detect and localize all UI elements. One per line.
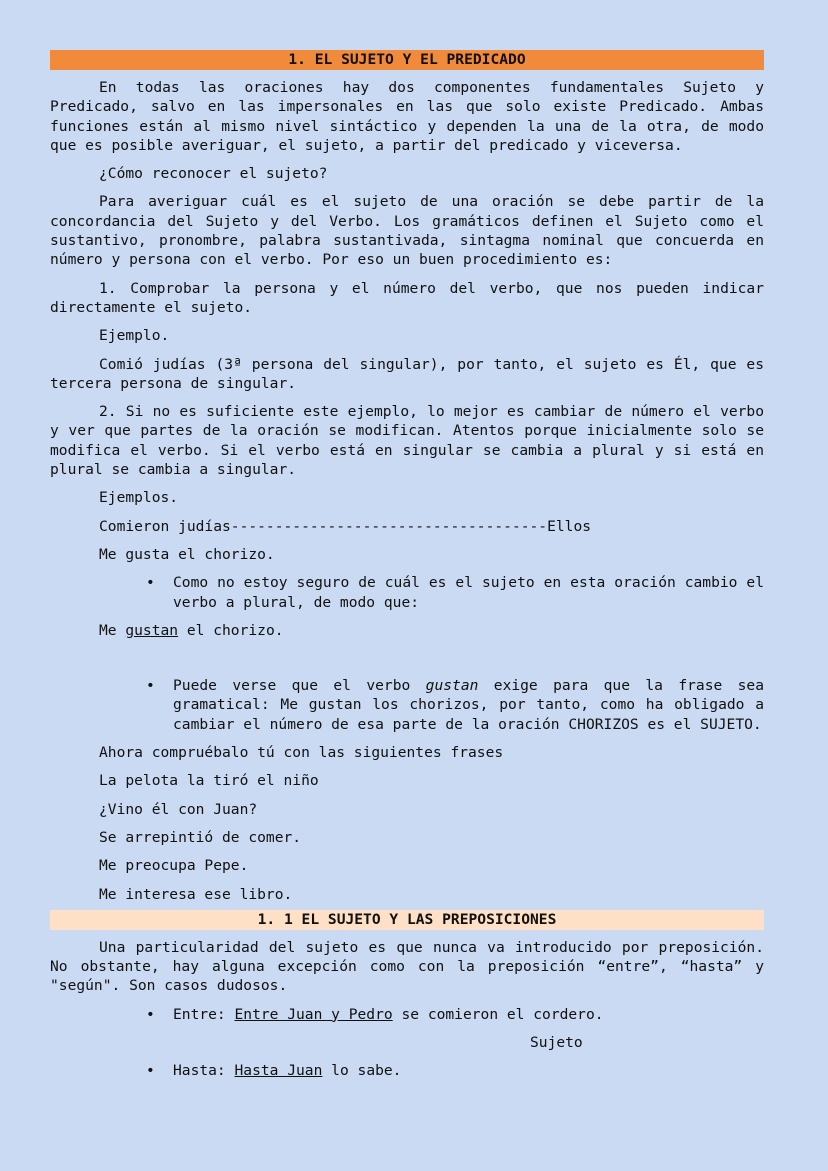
underlined-verb: gustan <box>125 621 179 639</box>
step-1-paragraph: 1. Comprobar la persona y el número del verbo, que nos pueden indicar directamente el sujeto. <box>50 279 764 316</box>
practice-intro: Ahora compruébalo tú con las siguientes frases <box>99 744 504 762</box>
bullet-icon: • <box>146 1005 155 1023</box>
practice-sentence: Se arrepintió de comer. <box>99 828 302 846</box>
bullet-text: Puede verse que el verbo gustan exige para que la frase sea gramatical: Me gustan los chorizos, por tanto, como ha obligado a cambiar el número de esa parte de la oración CHORIZOS es el SUJETO. <box>173 677 765 733</box>
example-text: Me <box>99 621 126 639</box>
examples-label: Ejemplos. <box>99 489 179 507</box>
bullet-item <box>146 573 764 612</box>
intro-paragraph: En todas las oraciones hay dos componentes fundamentales Sujeto y Predicado, salvo en las impersonales en las que solo existe Predicado. Ambas funciones están al mismo nivel sintáctico y dependen la una de la otra, de modo que es posible averiguar, el sujeto, a partir del predicado y viceversa. <box>50 79 764 154</box>
bullet-list <box>50 676 764 734</box>
subsection-heading: 1. 1 EL SUJETO Y LAS PREPOSICIONES <box>50 910 764 930</box>
step-2-paragraph: 2. Si no es suficiente este ejemplo, lo mejor es cambiar de número el verbo y ver que partes de la oración se modifican. Atentos porque inicialmente solo se modifica el verbo. Si el verbo está en singular se cambia a plural y si está en plural se cambia a singular. <box>50 403 764 479</box>
spacer <box>50 649 764 676</box>
italic-verb: gustan <box>425 677 479 695</box>
underlined-subject: Entre Juan y Pedro <box>234 1005 393 1023</box>
practice-sentence: ¿Vino él con Juan? <box>99 800 258 818</box>
definition-paragraph: Para averiguar cuál es el sujeto de una oración se debe partir de la concordancia del Sujeto y del Verbo. Los gramáticos definen el Sujeto como el sustantivo, pronombre, palabra sustantivada, sintagma nominal que concuerda en número y persona con el verbo. Por eso un buen procedimiento es: <box>50 193 764 269</box>
example-label: Ejemplo. <box>99 327 170 345</box>
sujeto-annotation: Sujeto <box>530 1033 583 1051</box>
example-gustan <box>50 621 764 640</box>
bullet-list <box>50 573 764 612</box>
document-content <box>50 50 764 1090</box>
bullet-item-entre <box>146 1005 764 1024</box>
prepositions-paragraph: Una particularidad del sujeto es que nunca va introducido por preposición. No obstante, hay alguna excepción como con la preposición “entre”, “hasta” y "según". Son casos dudosos. <box>50 938 764 995</box>
section-heading: 1. EL SUJETO Y EL PREDICADO <box>50 50 764 70</box>
bullet-icon: • <box>146 677 155 695</box>
practice-sentence: Me interesa ese libro. <box>99 885 293 903</box>
bullet-icon: • <box>146 1062 155 1080</box>
bullet-list <box>50 1005 764 1024</box>
bullet-text: Entre: Entre Juan y Pedro se comieron el cordero. <box>173 1005 604 1023</box>
example-gusta: Me gusta el chorizo. <box>99 545 275 563</box>
bullet-text: Como no estoy seguro de cuál es el sujeto en esta oración cambio el verbo a plural, de modo que: <box>173 574 764 611</box>
example-text: el chorizo. <box>178 621 284 639</box>
example-1-paragraph: Comió judías (3ª persona del singular), por tanto, el sujeto es Él, que es tercera persona de singular. <box>50 355 764 392</box>
practice-sentence: La pelota la tiró el niño <box>99 772 319 790</box>
bullet-item-hasta <box>146 1061 764 1080</box>
bullet-item <box>146 676 765 734</box>
practice-sentence: Me preocupa Pepe. <box>99 857 249 875</box>
bullet-text: Hasta: Hasta Juan lo sabe. <box>173 1062 402 1080</box>
bullet-list <box>50 1061 764 1080</box>
bullet-icon: • <box>146 574 155 592</box>
example-comieron: Comieron judías------------------------------------Ellos <box>99 517 592 535</box>
underlined-subject: Hasta Juan <box>234 1062 323 1080</box>
question-line: ¿Cómo reconocer el sujeto? <box>99 165 328 183</box>
